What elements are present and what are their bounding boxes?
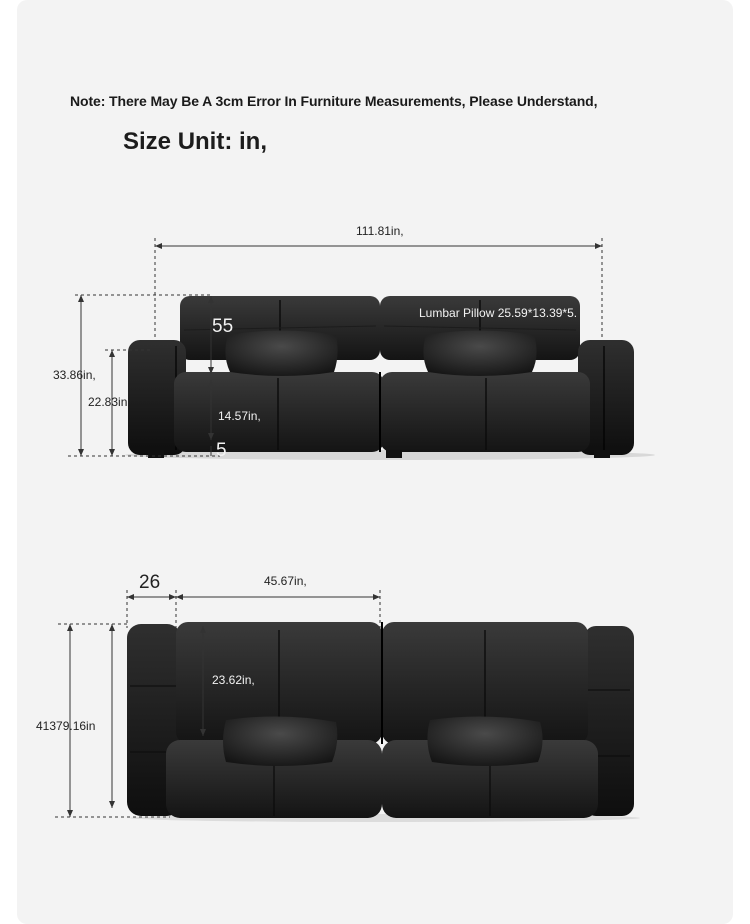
front-arm-height-label: 22.83in	[88, 395, 128, 409]
measurement-error-note: Note: There May Be A 3cm Error In Furniture Measurements, Please Understand,	[70, 93, 598, 109]
size-unit-heading: Size Unit: in,	[123, 128, 267, 155]
top-arm-width-label: 26	[139, 572, 161, 593]
top-seat-depth-label: 23.62in,	[212, 673, 255, 687]
top-total-depth-label: 41379.16in	[36, 719, 96, 733]
front-total-height-label: 33.86in,	[53, 368, 96, 382]
lumbar-pillow-size-label: Lumbar Pillow 25.59*13.39*5.	[419, 306, 578, 320]
front-width-label: 111.81in,	[356, 224, 404, 238]
top-seat-width-label: 45.67in,	[264, 574, 307, 588]
lumbar-pillow-right-top	[427, 716, 542, 766]
sofa-front-view	[125, 296, 655, 460]
sofa-top-view	[127, 622, 640, 822]
lumbar-pillow-left	[225, 331, 337, 377]
lumbar-pillow-right	[423, 331, 536, 377]
front-backrest-label: 55	[212, 316, 234, 337]
front-leg-height-label: 5	[216, 440, 227, 461]
lumbar-pillow-left-top	[223, 716, 337, 766]
front-seat-height-label: 14.57in,	[218, 409, 261, 423]
